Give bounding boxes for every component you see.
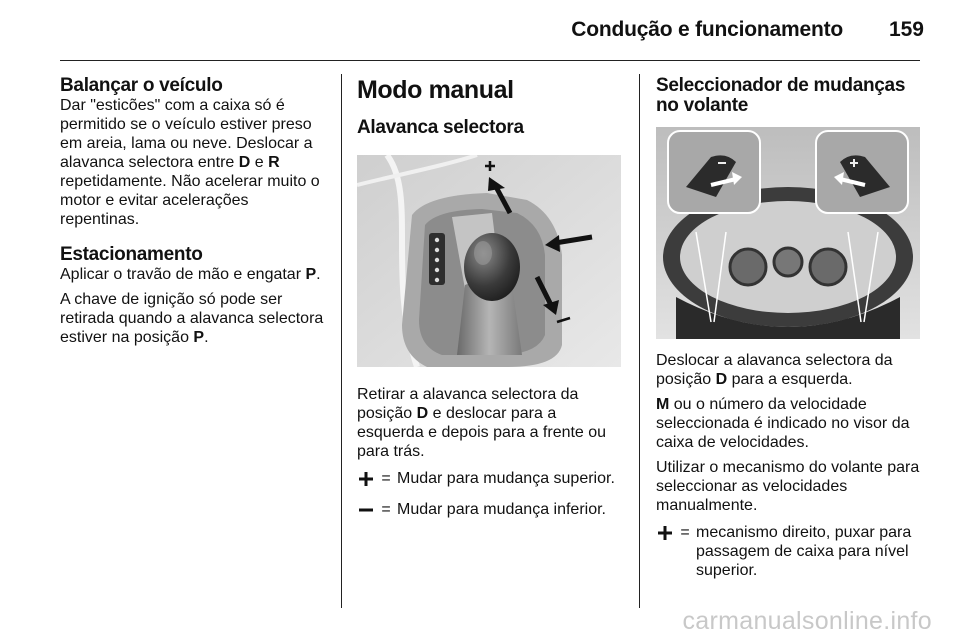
text: repetidamente. Não acelerar muito o motor e evitar acelerações repentinas. bbox=[60, 173, 320, 228]
column-divider-2 bbox=[639, 74, 640, 608]
gauge-left bbox=[730, 249, 766, 285]
selector-lever-figure bbox=[357, 155, 621, 367]
key-d: D bbox=[416, 405, 429, 422]
gauge-center bbox=[774, 248, 802, 276]
text: ou o número da velocidade seleccionada é indicado no visor da caixa de velocidades. bbox=[656, 396, 910, 451]
key-p: P bbox=[193, 329, 205, 346]
key-m: M bbox=[656, 396, 670, 413]
legend-text: Mudar para mudança inferior. bbox=[397, 501, 606, 518]
column-3 bbox=[656, 76, 924, 580]
heading-seleccionador: Seleccionador de mudanças no volante bbox=[656, 75, 906, 116]
header-rule bbox=[60, 60, 920, 61]
column-1 bbox=[60, 76, 330, 353]
paragraph-deslocar bbox=[656, 351, 924, 389]
heading-estacionamento: Estacionamento bbox=[60, 244, 203, 265]
column-divider-1 bbox=[341, 74, 342, 608]
steering-paddle-figure bbox=[656, 127, 920, 339]
paragraph-mecanismo bbox=[656, 458, 924, 515]
text: . bbox=[316, 266, 321, 283]
gear-indicator-dot bbox=[435, 278, 439, 282]
watermark: carmanualsonline.info bbox=[682, 607, 932, 635]
key-d: D bbox=[715, 371, 728, 388]
text: Deslocar a alavanca selectora da posição bbox=[656, 352, 893, 388]
text: e deslocar para a esquerda e depois para a frente ou para trás. bbox=[357, 405, 607, 460]
knob-highlight bbox=[474, 241, 492, 265]
paragraph-estacionamento-1 bbox=[60, 265, 330, 284]
heading-modo-manual: Modo manual bbox=[357, 76, 514, 104]
gear-indicator-dot bbox=[435, 258, 439, 262]
key-r: R bbox=[268, 154, 280, 171]
text: Dar "esticões" com a caixa só é permitido se o veículo estiver preso em areia, lama ou neve. Deslocar a alavanca selectora entre bbox=[60, 97, 313, 171]
legend-equals: = bbox=[680, 524, 690, 541]
gear-indicator-dot bbox=[435, 238, 439, 242]
text: Utilizar o mecanismo do volante para seleccionar as velocidades manualmente. bbox=[656, 459, 920, 514]
paragraph-estacionamento-2 bbox=[60, 290, 330, 347]
gear-indicator-dot bbox=[435, 248, 439, 252]
column-2 bbox=[357, 76, 627, 519]
text: e bbox=[250, 154, 269, 171]
legend-row-minus bbox=[357, 500, 627, 519]
heading-balancar: Balançar o veículo bbox=[60, 75, 223, 96]
gauge-right bbox=[810, 249, 846, 285]
plus-icon bbox=[656, 523, 674, 542]
legend-row-plus bbox=[656, 523, 924, 580]
gear-indicator-dot bbox=[435, 268, 439, 272]
text: para a esquerda. bbox=[727, 371, 853, 388]
legend-row-plus bbox=[357, 469, 627, 488]
legend-equals: = bbox=[381, 470, 391, 487]
paragraph-alavanca bbox=[357, 385, 627, 461]
legend-equals: = bbox=[381, 501, 391, 518]
lever-knob bbox=[464, 233, 520, 301]
text: Retirar a alavanca selectora da posição bbox=[357, 386, 579, 422]
text: A chave de ignição só pode ser retirada quando a alavanca selectora estiver na posição bbox=[60, 291, 324, 346]
subheading-alavanca: Alavanca selectora bbox=[357, 117, 524, 138]
legend-text: Mudar para mudança superior. bbox=[397, 470, 615, 487]
key-d: D bbox=[238, 154, 251, 171]
page-number: 159 bbox=[888, 18, 924, 41]
minus-icon bbox=[357, 500, 375, 519]
paragraph-visor bbox=[656, 395, 924, 452]
plus-icon bbox=[357, 469, 375, 488]
paragraph-balancar bbox=[60, 96, 330, 229]
header-title: Condução e funcionamento bbox=[571, 18, 843, 41]
text: . bbox=[204, 329, 209, 346]
text: Aplicar o travão de mão e engatar bbox=[60, 266, 306, 283]
key-p: P bbox=[305, 266, 317, 283]
legend-text: mecanismo direito, puxar para passagem de caixa para nível superior. bbox=[696, 524, 912, 579]
